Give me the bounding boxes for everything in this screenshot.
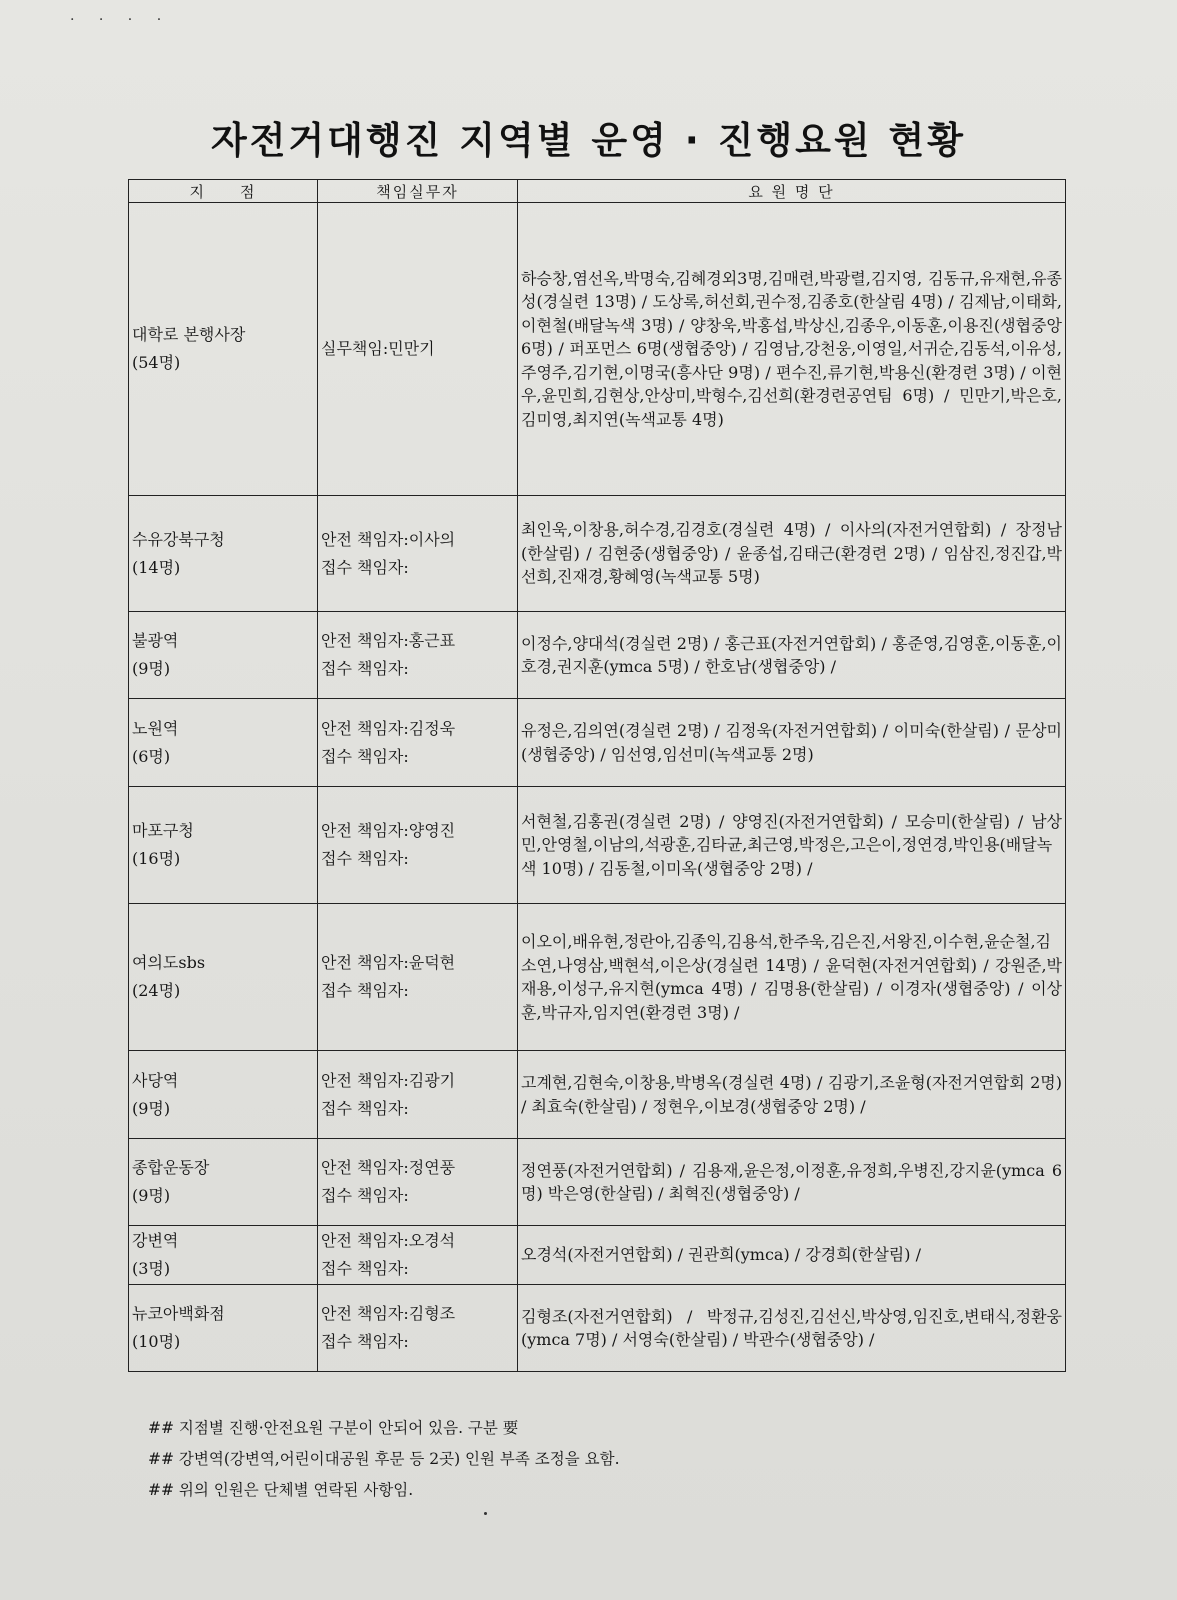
members-cell: 김형조(자전거연합회) / 박정규,김성진,김선신,박상영,임진호,변태식,정환웅(ymca 7명) / 서영숙(한살림) / 박관수(생협중앙) / xyxy=(518,1285,1066,1372)
site-cell: 마포구청 (16명) xyxy=(129,787,318,904)
table-row xyxy=(129,1226,1066,1285)
stray-mark xyxy=(484,1512,487,1515)
members-cell: 유정은,김의연(경실련 2명) / 김정욱(자전거연합회) / 이미숙(한살림) / 문상미(생협중앙) / 임선영,임선미(녹색교통 2명) xyxy=(518,699,1066,787)
table-header-row xyxy=(129,180,1066,203)
site-cell: 불광역 (9명) xyxy=(129,612,318,699)
manager-cell: 실무책임:민만기 xyxy=(318,203,518,496)
members-cell: 오경석(자전거연합회) / 권관희(ymca) / 강경희(한살림) / xyxy=(518,1226,1066,1285)
table-row xyxy=(129,496,1066,612)
table-row xyxy=(129,1051,1066,1139)
manager-cell: 안전 책임자:윤덕현 접수 책임자: xyxy=(318,904,518,1051)
header-manager: 책임실무자 xyxy=(318,180,518,203)
members-cell: 서현철,김홍권(경실련 2명) / 양영진(자전거연합회) / 모승미(한살림) / 남상민,안영철,이남의,석광훈,김타균,최근영,박정은,고은이,정연경,박인용(배달녹색 10명) / 김동철,이미옥(생협중앙 2명) / xyxy=(518,787,1066,904)
table-row xyxy=(129,904,1066,1051)
site-cell: 대학로 본행사장 (54명) xyxy=(129,203,318,496)
site-cell: 노원역 (6명) xyxy=(129,699,318,787)
header-site: 지 점 xyxy=(129,180,318,203)
manager-cell: 안전 책임자:김광기 접수 책임자: xyxy=(318,1051,518,1139)
staff-table xyxy=(128,179,1066,1372)
manager-cell: 안전 책임자:오경석 접수 책임자: xyxy=(318,1226,518,1285)
site-cell: 여의도sbs (24명) xyxy=(129,904,318,1051)
footnote: ## 강변역(강변역,어린이대공원 후문 등 2곳) 인원 부족 조정을 요함. xyxy=(148,1450,620,1468)
manager-cell: 안전 책임자:홍근표 접수 책임자: xyxy=(318,612,518,699)
table-row xyxy=(129,787,1066,904)
site-cell: 수유강북구청 (14명) xyxy=(129,496,318,612)
header-members: 요 원 명 단 xyxy=(518,180,1066,203)
site-cell: 강변역 (3명) xyxy=(129,1226,318,1285)
footnotes xyxy=(148,1413,620,1506)
members-cell: 하승창,염선옥,박명숙,김혜경외3명,김매련,박광렬,김지영, 김동규,유재현,유종성(경실련 13명) / 도상록,허선회,권수정,김종호(한살림 4명) / 김제남,이태화,이현철(배달녹색 3명) / 양창욱,박홍섭,박상신,김종우,이동훈,이용진(생협중앙 6명) / 퍼포먼스 6명(생협중앙) / 김영남,강천웅,이영일,서귀순,김동석,이유성,주영주,김기현,이명국(흥사단 9명) / 편수진,류기현,박용신(환경련 3명) / 이현우,윤민희,김현상,안상미,박형수,김선희(환경련공연팀 6명) / 민만기,박은호,김미영,최지연(녹색교통 4명) xyxy=(518,203,1066,496)
site-cell: 뉴코아백화점 (10명) xyxy=(129,1285,318,1372)
footnote: ## 위의 인원은 단체별 연락된 사항임. xyxy=(148,1481,414,1499)
manager-cell: 안전 책임자:양영진 접수 책임자: xyxy=(318,787,518,904)
members-cell: 이오이,배유현,정란아,김종익,김용석,한주욱,김은진,서왕진,이수현,윤순철,김소연,나영삼,백현석,이은상(경실련 14명) / 윤덕현(자전거연합회) / 강원준,박재용,이성구,유지현(ymca 4명) / 김명용(한살림) / 이경자(생협중앙) / 이상훈,박규자,임지연(환경련 3명) / xyxy=(518,904,1066,1051)
table-row xyxy=(129,1139,1066,1226)
manager-cell: 안전 책임자:정연풍 접수 책임자: xyxy=(318,1139,518,1226)
manager-cell: 안전 책임자:이사의 접수 책임자: xyxy=(318,496,518,612)
footnote: ## 지점별 진행·안전요원 구분이 안되어 있음. 구분 要 xyxy=(148,1419,519,1437)
table-row xyxy=(129,612,1066,699)
corner-mark: . . . . xyxy=(70,8,172,24)
members-cell: 이정수,양대석(경실련 2명) / 홍근표(자전거연합회) / 홍준영,김영훈,이동훈,이호경,권지훈(ymca 5명) / 한호남(생협중앙) / xyxy=(518,612,1066,699)
site-cell: 사당역 (9명) xyxy=(129,1051,318,1139)
members-cell: 최인욱,이창용,허수경,김경호(경실련 4명) / 이사의(자전거연합회) / 장정남(한살림) / 김현중(생협중앙) / 윤종섭,김태근(환경련 2명) / 임삼진,정진갑,박선희,진재경,황혜영(녹색교통 5명) xyxy=(518,496,1066,612)
table-row xyxy=(129,699,1066,787)
table-row xyxy=(129,1285,1066,1372)
table-row xyxy=(129,203,1066,496)
members-cell: 정연풍(자전거연합회) / 김용재,윤은정,이정훈,유정희,우병진,강지윤(ymca 6명) 박은영(한살림) / 최혁진(생협중앙) / xyxy=(518,1139,1066,1226)
members-cell: 고계현,김현숙,이창용,박병옥(경실련 4명) / 김광기,조윤형(자전거연합회 2명) / 최효숙(한살림) / 정현우,이보경(생협중앙 2명) / xyxy=(518,1051,1066,1139)
page-title: 자전거대행진 지역별 운영 · 진행요원 현황 xyxy=(210,119,967,162)
manager-cell: 안전 책임자:김정욱 접수 책임자: xyxy=(318,699,518,787)
manager-cell: 안전 책임자:김형조 접수 책임자: xyxy=(318,1285,518,1372)
site-cell: 종합운동장 (9명) xyxy=(129,1139,318,1226)
